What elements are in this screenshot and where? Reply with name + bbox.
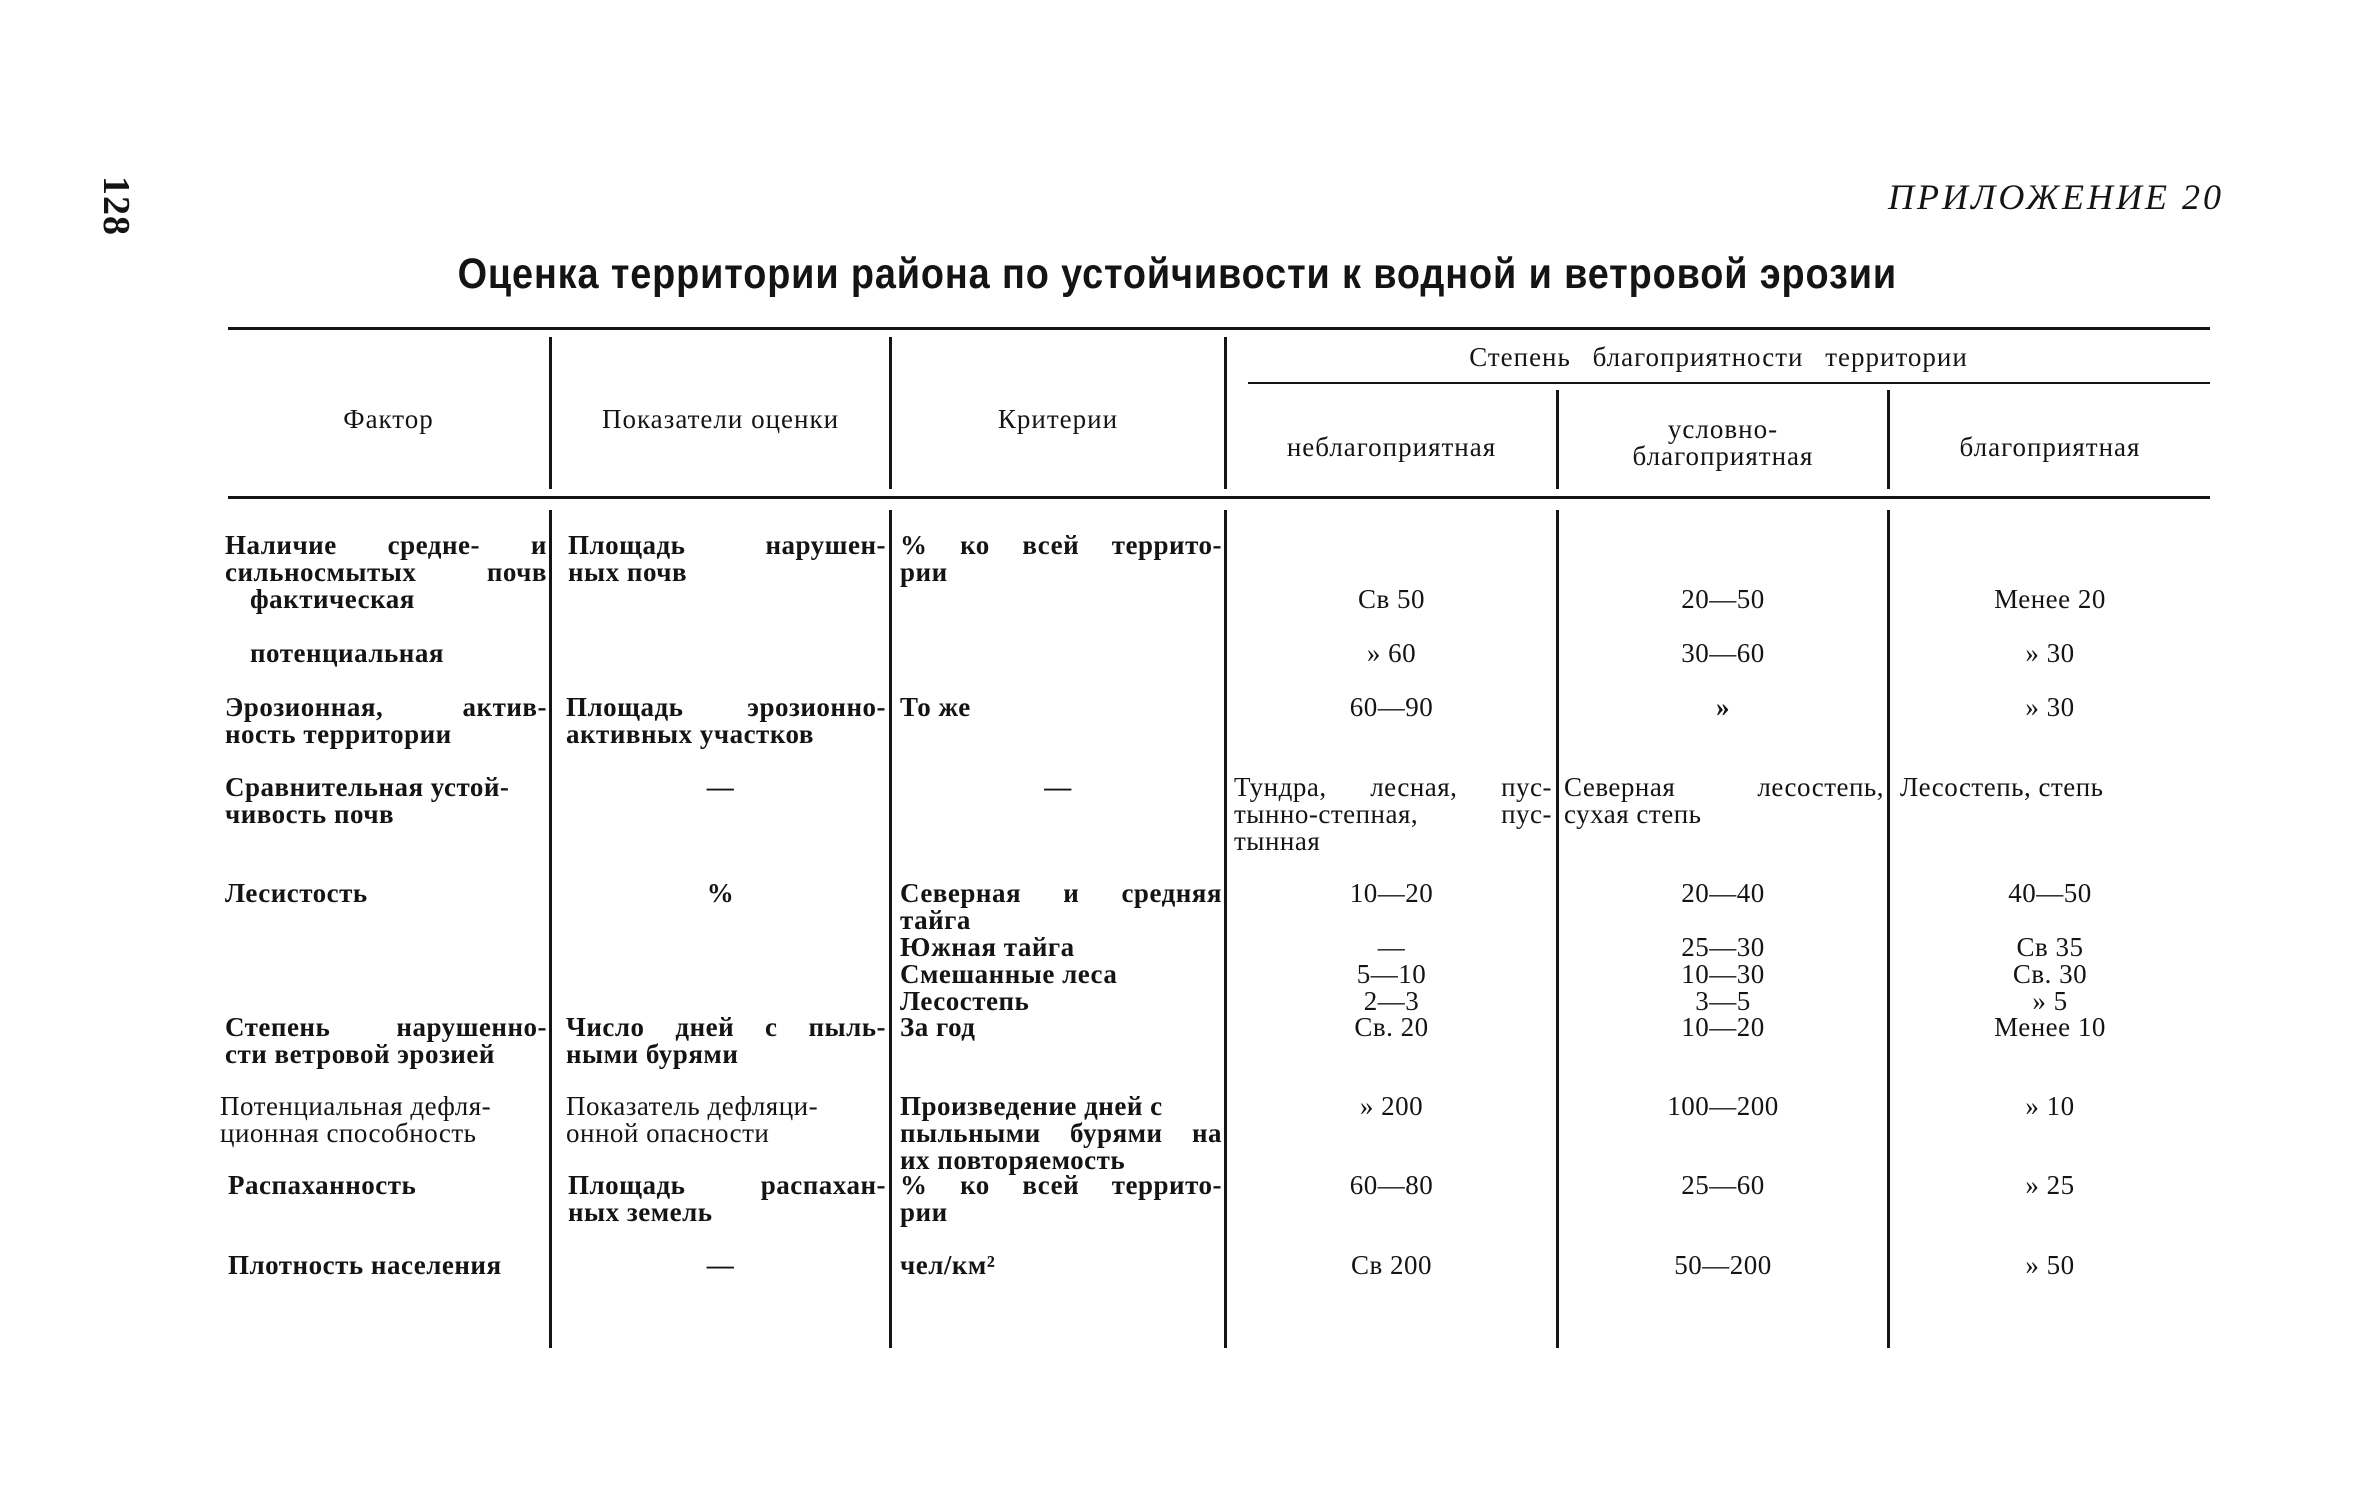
r7-criteria-l2: пыльными бурями на — [900, 1118, 1222, 1148]
r1-factor-l2: сильносмытых почв — [225, 557, 547, 587]
r5-unfav-l1: 10—20 — [1349, 878, 1434, 908]
r7-criteria-l3: их повторяемость — [900, 1145, 1126, 1175]
r4-cond-l2: сухая степь — [1564, 799, 1702, 829]
r6-indicator-l1: Число дней с пыль- — [566, 1012, 886, 1042]
body-col-divider-1 — [549, 510, 552, 1348]
r8-indicator-l1: Площадь распахан- — [568, 1170, 886, 1200]
r5-fav-l4: Св. 30 — [2012, 959, 2088, 989]
page-title: Оценка территории района по устойчивости к водной и ветровой эрозии — [457, 250, 1897, 298]
r4-favorable: Лесостепь, степь — [1900, 772, 2104, 802]
r8-indicator — [568, 1172, 886, 1226]
appendix-label: ПРИЛОЖЕНИЕ 20 — [1888, 177, 2224, 217]
r4-cond-l1: Северная лесостепь, — [1564, 772, 1884, 802]
r4-conditional — [1564, 774, 1884, 828]
header-conditional-line1: условно- — [1667, 414, 1779, 444]
r5-criteria-l3: Южная тайга — [900, 932, 1075, 962]
r9-unfavorable: Св 200 — [1350, 1250, 1432, 1280]
r3-indicator-l1: Площадь эрозионно- — [566, 692, 886, 722]
header-unfavorable: неблагоприятная — [1286, 432, 1497, 462]
r1-unfavorable: Св 50 — [1357, 584, 1425, 614]
r6-unfavorable: Св. 20 — [1354, 1012, 1429, 1042]
header-factor: Фактор — [343, 404, 434, 434]
r1-conditional: 20—50 — [1681, 584, 1765, 614]
r7-factor — [220, 1093, 547, 1147]
r5-factor: Лесистость — [225, 878, 368, 908]
r5-unfav-l4: 5—10 — [1356, 959, 1427, 989]
r3-factor-l2: ность территории — [225, 719, 452, 749]
r3-conditional: » — [1716, 692, 1730, 722]
r5-cond-l1: 20—40 — [1681, 878, 1765, 908]
header-bottom-rule — [228, 496, 2210, 499]
r1-favorable: Менее 20 — [1994, 584, 2106, 614]
r8-criteria-l1: % ко всей террито- — [900, 1170, 1222, 1200]
r7-conditional: 100—200 — [1667, 1091, 1779, 1121]
r4-factor — [225, 774, 547, 828]
r8-factor: Распаханность — [228, 1170, 417, 1200]
r5-favorable — [1890, 880, 2210, 1015]
header-criteria: Критерии — [997, 404, 1119, 434]
r3-criteria: То же — [900, 692, 971, 722]
r5-unfavorable — [1227, 880, 1556, 1015]
header-conditional-line2: благоприятная — [1632, 441, 1814, 471]
r6-factor-l2: сти ветровой эрозией — [225, 1039, 495, 1069]
r9-indicator: — — [706, 1250, 735, 1280]
r6-conditional: 10—20 — [1681, 1012, 1765, 1042]
r5-criteria — [900, 880, 1222, 1015]
r4-unfav-l1: Тундра, лесная, пус- — [1234, 772, 1552, 802]
r6-indicator-l2: ными бурями — [566, 1039, 739, 1069]
r6-favorable: Менее 10 — [1994, 1012, 2106, 1042]
r5-unfav-l3: — — [1377, 932, 1406, 962]
r8-unfavorable: 60—80 — [1349, 1170, 1434, 1200]
r7-factor-l1: Потенциальная дефля- — [220, 1091, 492, 1121]
r6-factor — [225, 1014, 547, 1068]
header-favorable: благоприятная — [1959, 432, 2141, 462]
r8-indicator-l2: ных земель — [568, 1197, 713, 1227]
r5-fav-l2 — [1890, 907, 2210, 934]
r9-criteria: чел/км² — [900, 1250, 996, 1280]
r5-cond-l2 — [1559, 907, 1887, 934]
r2-conditional: 30—60 — [1681, 638, 1765, 668]
r7-favorable: » 10 — [2025, 1091, 2075, 1121]
r1-indicator-l1: Площадь нарушен- — [568, 530, 886, 560]
r5-criteria-l4: Смешанные леса — [900, 959, 1118, 989]
r1-indicator-l2: ных почв — [568, 557, 688, 587]
r8-criteria-l2: рии — [900, 1197, 948, 1227]
header-conditional — [1559, 416, 1887, 470]
r5-cond-l3: 25—30 — [1681, 932, 1765, 962]
r7-indicator — [566, 1093, 886, 1147]
r7-factor-l2: ционная способность — [220, 1118, 477, 1148]
r5-fav-l1: 40—50 — [2008, 878, 2092, 908]
r6-indicator — [566, 1014, 886, 1068]
r3-factor — [225, 694, 547, 748]
r1-factor — [225, 532, 547, 613]
r4-criteria: — — [1044, 772, 1072, 802]
r1-criteria-l1: % ко всей террито- — [900, 530, 1222, 560]
r4-factor-l2: чивость почв — [225, 799, 395, 829]
r7-criteria-l1: Произведение дней с — [900, 1091, 1163, 1121]
r7-indicator-l2: онной опасности — [566, 1118, 770, 1148]
r1-criteria-l2: рии — [900, 557, 948, 587]
r1-criteria — [900, 532, 1222, 586]
r3-factor-l1: Эрозионная, актив- — [225, 692, 547, 722]
r5-unfav-l5: 2—3 — [1363, 986, 1420, 1016]
r3-indicator — [566, 694, 886, 748]
r6-criteria: За год — [900, 1012, 976, 1042]
r5-criteria-l1: Северная и средняя — [900, 878, 1222, 908]
group-header-rule — [1248, 382, 2210, 384]
r4-indicator: — — [706, 772, 735, 802]
r4-unfav-l3: тынная — [1234, 826, 1321, 856]
body-col-divider-2 — [889, 510, 892, 1348]
r9-factor: Плотность населения — [228, 1250, 502, 1280]
r5-unfav-l2 — [1227, 907, 1556, 934]
r5-cond-l5: 3—5 — [1695, 986, 1751, 1016]
r9-conditional: 50—200 — [1674, 1250, 1772, 1280]
r5-fav-l5: » 5 — [2032, 986, 2068, 1016]
r3-indicator-l2: активных участков — [566, 719, 814, 749]
r2-factor: потенциальная — [250, 638, 444, 668]
r8-favorable: » 25 — [2025, 1170, 2075, 1200]
r5-indicator: % — [706, 878, 735, 908]
r9-favorable: » 50 — [2025, 1250, 2075, 1280]
r5-cond-l4: 10—30 — [1681, 959, 1765, 989]
r2-unfavorable: » 60 — [1366, 638, 1417, 668]
page-number: 128 — [95, 176, 137, 236]
r8-criteria — [900, 1172, 1222, 1226]
r5-criteria-l2: тайга — [900, 905, 971, 935]
r1-factor-l3: фактическая — [250, 584, 415, 614]
table-top-rule — [228, 327, 2210, 330]
r3-favorable: » 30 — [2025, 692, 2075, 722]
r5-fav-l3: Св 35 — [2016, 932, 2084, 962]
r3-unfavorable: 60—90 — [1349, 692, 1434, 722]
r1-indicator — [568, 532, 886, 586]
header-group: Степень благоприятности территории — [1469, 342, 1968, 372]
r1-factor-l1: Наличие средне- и — [225, 530, 547, 560]
r4-unfavorable — [1234, 774, 1552, 855]
r7-criteria — [900, 1093, 1222, 1174]
r8-conditional: 25—60 — [1681, 1170, 1765, 1200]
r2-favorable: » 30 — [2025, 638, 2075, 668]
r4-factor-l1: Сравнительная устой- — [225, 772, 510, 802]
r6-factor-l1: Степень нарушенно- — [225, 1012, 547, 1042]
header-indicators: Показатели оценки — [601, 404, 840, 434]
r4-unfav-l2: тынно-степная, пус- — [1234, 799, 1552, 829]
r7-indicator-l1: Показатель дефляци- — [566, 1091, 819, 1121]
r5-criteria-l5: Лесостепь — [900, 986, 1030, 1016]
r5-conditional — [1559, 880, 1887, 1015]
r7-unfavorable: » 200 — [1359, 1091, 1424, 1121]
